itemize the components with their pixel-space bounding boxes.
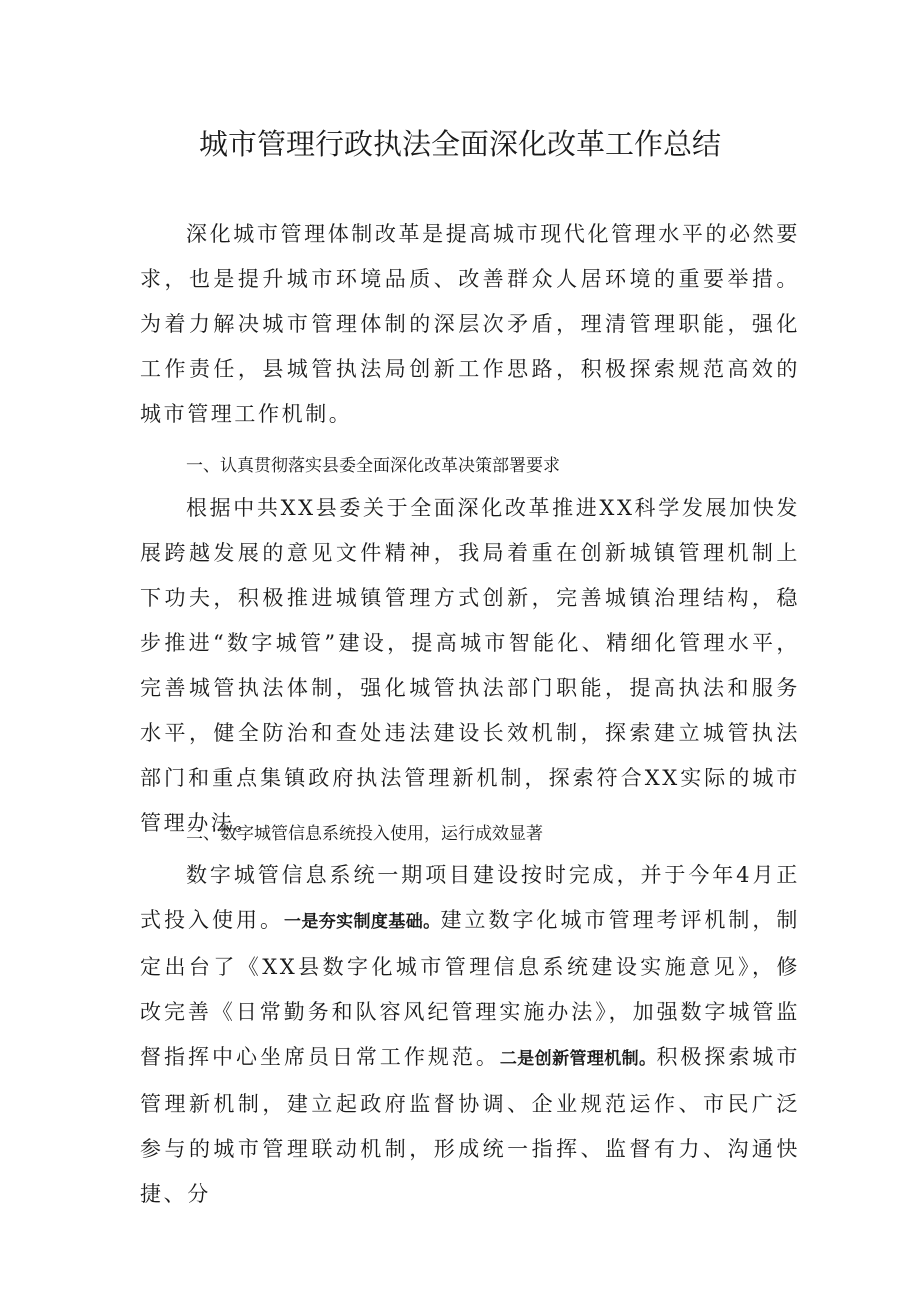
section-2-text-2: 建立数字化城市管理考评机制，制定出台了《XX县数字化城市管理信息系统建设实施意见》，修改完善《日常勤务和队容风纪管理实施办法》，加强数字城管监督指挥中心坐席员日常工作规范。 xyxy=(140,908,801,1069)
section-2-heading: 二、数字城管信息系统投入使用，运行成效显著 xyxy=(186,824,543,844)
emphasis-innovate-mechanism: 二是创新管理机制。 xyxy=(499,1049,657,1069)
section-2-paragraph xyxy=(140,853,800,1217)
document-title: 城市管理行政执法全面深化改革工作总结 xyxy=(198,127,721,161)
section-2-text-1: 数字城管信息系统一期项目建设按时完成，并于今年4月正式投入使用。 xyxy=(140,863,800,932)
section-2-text-3: 积极探索城市管理新机制，建立起政府监督协调、企业规范运作、市民广泛参与的城市管理联动机制，形成统一指挥、监督有力、沟通快捷、分 xyxy=(140,1045,801,1206)
intro-paragraph: 深化城市管理体制改革是提高城市现代化管理水平的必然要求，也是提升城市环境品质、改善群众人居环境的重要举措。为着力解决城市管理体制的深层次矛盾，理清管理职能，强化工作责任，县城管执法局创新工作思路，积极探索规范高效的城市管理工作机制。 xyxy=(140,222,800,426)
emphasis-solid-foundation: 一是夯实制度基础。 xyxy=(283,912,441,932)
section-1-paragraph: 根据中共XX县委关于全面深化改革推进XX科学发展加快发展跨越发展的意见文件精神，我局着重在创新城镇管理机制上下功夫，积极推进城镇管理方式创新，完善城镇治理结构，稳步推进“数字城管”建设，提高城市智能化、精细化管理水平，完善城管执法体制，强化城管执法部门职能，提高执法和服务水平，健全防治和查处违法建设长效机制，探索建立城管执法部门和重点集镇政府执法管理新机制，探索符合XX实际的城市管理办法。 xyxy=(140,496,800,835)
section-1-heading: 一、认真贯彻落实县委全面深化改革决策部署要求 xyxy=(186,456,560,476)
